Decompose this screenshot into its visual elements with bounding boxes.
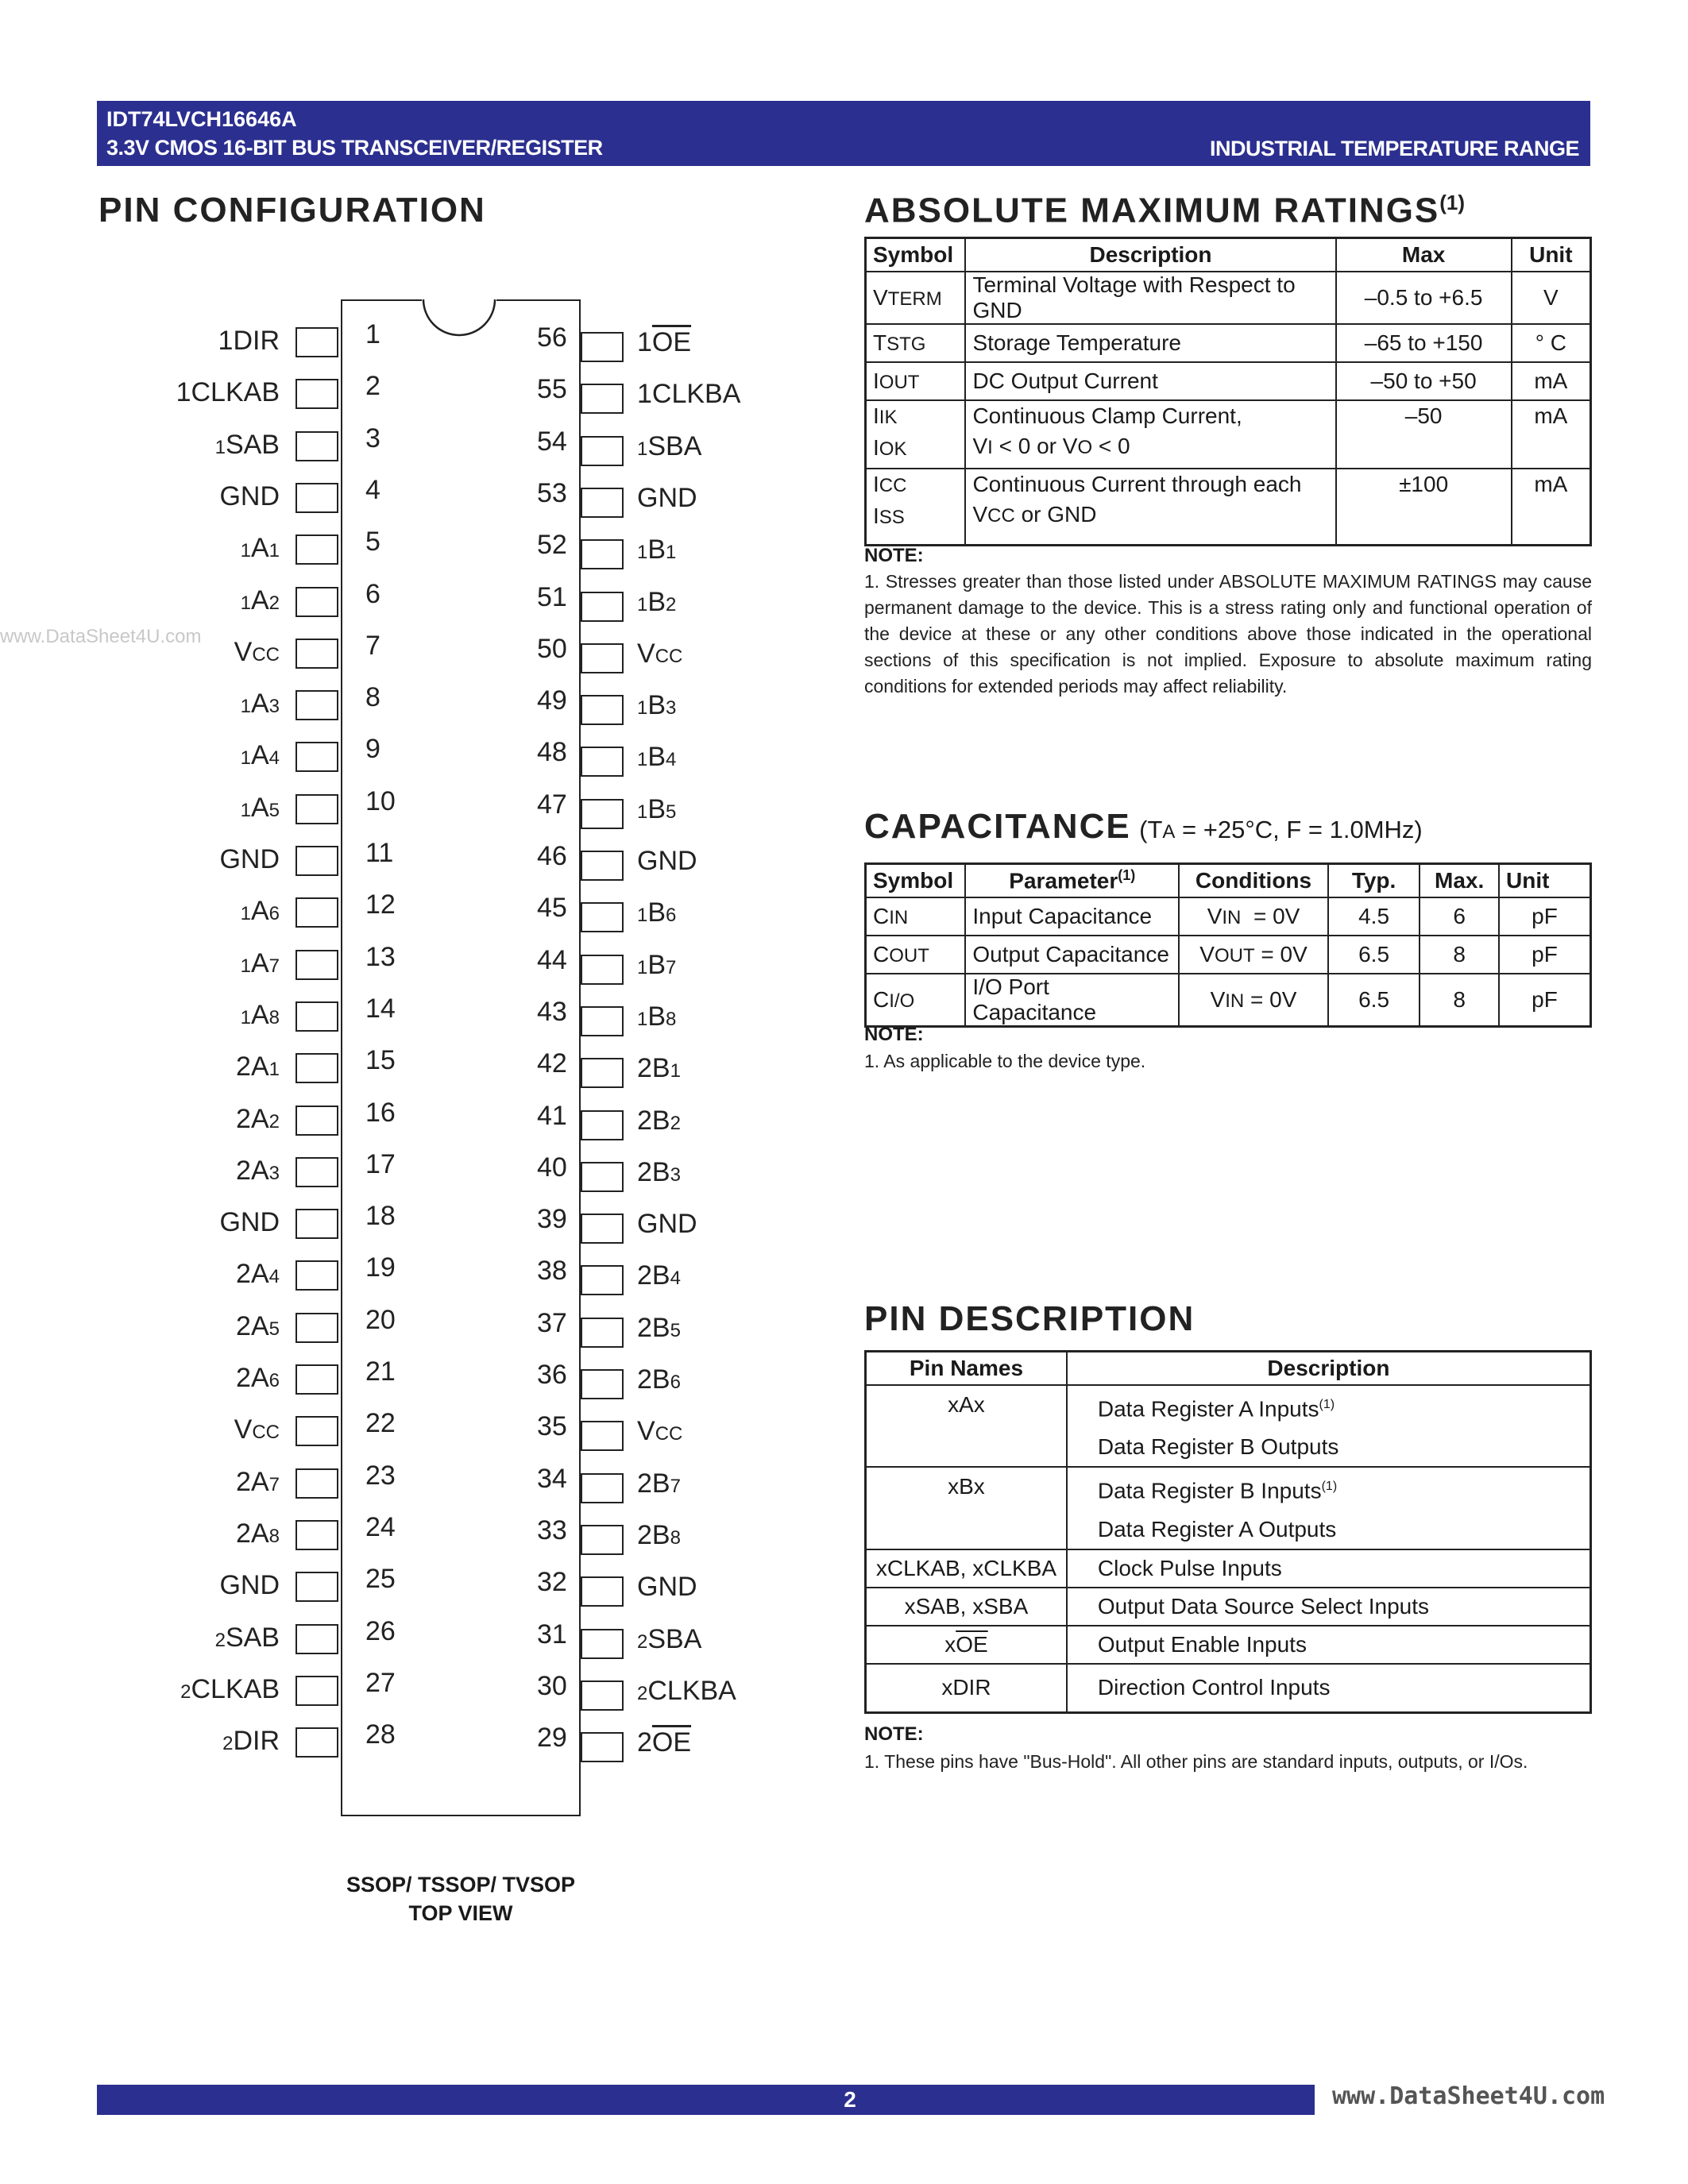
- pin-21-name: 2A6: [236, 1363, 280, 1393]
- pin-10-name: 1A5: [240, 792, 280, 823]
- pin-19-lead: [295, 1260, 338, 1291]
- pin-34-lead: [581, 1473, 624, 1503]
- pin-12-number: 12: [365, 889, 396, 920]
- symbol-cell: IOUT: [866, 362, 966, 400]
- pin-13-lead: [295, 950, 338, 980]
- pin-31-lead: [581, 1629, 624, 1659]
- symbol-cell: CI/O: [866, 974, 966, 1027]
- table-row: [866, 1467, 1591, 1549]
- table-row: [866, 400, 1591, 469]
- pin-46-lead: [581, 851, 624, 881]
- pin-40-name: 2B3: [637, 1156, 681, 1187]
- pin-36-name: 2B6: [637, 1364, 681, 1395]
- pin-28-number: 28: [365, 1719, 396, 1750]
- unit-cell: mA: [1512, 469, 1591, 545]
- max-cell: 6: [1420, 897, 1499, 936]
- pin-45-name: 1B6: [637, 897, 677, 928]
- table-header: Max.: [1420, 864, 1499, 898]
- abs-max-note-label: NOTE:: [864, 545, 924, 566]
- pin-14-number: 14: [365, 993, 396, 1024]
- capacitance-header-row: [866, 864, 1591, 898]
- pin-34-name: 2B7: [637, 1468, 681, 1499]
- table-header: Typ.: [1328, 864, 1420, 898]
- pin-3-lead: [295, 431, 338, 461]
- description-sup: (1): [1319, 1398, 1335, 1411]
- pin-37-lead: [581, 1318, 624, 1348]
- pin-35-number: 35: [537, 1411, 567, 1442]
- abs-max-title-sup: (1): [1439, 191, 1466, 214]
- table-row: [866, 362, 1591, 400]
- pin-42-lead: [581, 1058, 624, 1088]
- table-header: Description: [1067, 1352, 1591, 1386]
- pin-33-lead: [581, 1525, 624, 1555]
- pin-13-number: 13: [365, 941, 396, 972]
- pin-54-name: 1SBA: [637, 430, 702, 461]
- description-line: Data Register A Outputs: [1097, 1516, 1337, 1542]
- abs-max-header-row: [866, 238, 1591, 272]
- document-subtitle: 3.3V CMOS 16-BIT BUS TRANSCEIVER/REGISTER: [106, 136, 603, 160]
- pin-description-title: PIN DESCRIPTION: [864, 1299, 1196, 1338]
- pin-53-lead: [581, 488, 624, 518]
- pin-52-lead: [581, 539, 624, 569]
- pin-25-number: 25: [365, 1564, 396, 1595]
- capacitance-conditions: (TA = +25°C, F = 1.0MHz): [1139, 816, 1423, 843]
- pin-description-note-label: NOTE:: [864, 1723, 924, 1745]
- pin-7-number: 7: [365, 630, 380, 661]
- pin-52-name: 1B1: [637, 534, 677, 565]
- pin-7-lead: [295, 639, 338, 669]
- pin-16-lead: [295, 1106, 338, 1136]
- pin-name-cell: xSAB, xSBA: [866, 1588, 1067, 1626]
- pin-29-name: $2\overline{OE}$: [637, 1727, 692, 1758]
- pin-36-lead: [581, 1369, 624, 1399]
- pin-5-name: 1A1: [240, 533, 280, 564]
- pin-2-name: 1CLKAB: [176, 377, 280, 408]
- symbol-cell: VTERM: [866, 272, 966, 324]
- pin-24-lead: [295, 1520, 338, 1550]
- max-cell: –65 to +150: [1336, 324, 1512, 362]
- description-cell: Output Enable Inputs: [1067, 1626, 1591, 1664]
- pin-56-name: $1\overline{OE}$: [637, 327, 692, 357]
- symbol-cell: ICC ISS: [866, 469, 966, 545]
- pin-26-number: 26: [365, 1615, 396, 1646]
- pin-39-name: GND: [637, 1209, 697, 1240]
- pin-30-lead: [581, 1680, 624, 1711]
- pin-28-lead: [295, 1727, 338, 1758]
- pin-51-lead: [581, 592, 624, 622]
- pin-48-lead: [581, 747, 624, 777]
- pin-55-name: 1CLKBA: [637, 379, 741, 410]
- footer-logo: [1315, 2074, 1605, 2119]
- pin-43-name: 1B8: [637, 1001, 677, 1032]
- table-row: [866, 1588, 1591, 1626]
- table-header-text: Parameter: [1009, 868, 1118, 893]
- pin-41-number: 41: [537, 1100, 567, 1131]
- description-cell: Direction Control Inputs: [1067, 1664, 1591, 1713]
- pin-43-number: 43: [537, 996, 567, 1027]
- max-cell: ±100: [1336, 469, 1512, 545]
- abs-max-note: 1. Stresses greater than those listed under ABSOLUTE MAXIMUM RATINGS may cause permanent damage to the device. This is a stress rating only and functional operation of the device at these or any other conditions above those indicated in the operational sections of this specification is not implied. Exposure to absolute maximum rating conditions for extended periods may affect reliability.: [864, 571, 1592, 696]
- pin-42-name: 2B1: [637, 1053, 681, 1084]
- capacitance-note: 1. As applicable to the device type.: [864, 1051, 1146, 1071]
- pin-47-name: 1B5: [637, 793, 677, 824]
- pin-47-number: 47: [537, 789, 567, 820]
- pin-29-lead: [581, 1732, 624, 1762]
- pin-35-name: VCC: [637, 1416, 683, 1447]
- table-row: [866, 936, 1591, 974]
- pin-37-number: 37: [537, 1307, 567, 1338]
- pin-25-name: GND: [219, 1570, 280, 1601]
- pin-47-lead: [581, 799, 624, 829]
- pin-31-number: 31: [537, 1619, 567, 1650]
- pin-18-lead: [295, 1209, 338, 1239]
- pin-1-name: 1DIR: [218, 326, 280, 356]
- header-bar: [97, 101, 1590, 166]
- description-line: VCC or GND: [972, 502, 1097, 527]
- pin-45-number: 45: [537, 893, 567, 924]
- pin-13-name: 1A7: [240, 947, 280, 978]
- pin-17-number: 17: [365, 1148, 396, 1179]
- pin-41-name: 2B2: [637, 1105, 681, 1136]
- pin-19-number: 19: [365, 1252, 396, 1283]
- pin-name-cell: $x\overline{OE}$: [866, 1626, 1067, 1664]
- parameter-cell: Input Capacitance: [965, 897, 1179, 936]
- pin-40-lead: [581, 1162, 624, 1192]
- typ-cell: 6.5: [1328, 974, 1420, 1027]
- pin-12-name: 1A6: [240, 896, 280, 927]
- pin-4-lead: [295, 483, 338, 513]
- table-header: Symbol: [866, 238, 966, 272]
- pin-15-number: 15: [365, 1045, 396, 1076]
- table-row: [866, 1549, 1591, 1588]
- pin-50-number: 50: [537, 633, 567, 664]
- pin-56-number: 56: [537, 322, 567, 353]
- description-line: VI < 0 or VO < 0: [972, 434, 1130, 458]
- temperature-range: INDUSTRIAL TEMPERATURE RANGE: [1209, 137, 1579, 160]
- package-types: SSOP/ TSSOP/ TVSOP: [346, 1873, 576, 1897]
- pin-10-number: 10: [365, 785, 396, 816]
- pin-18-name: GND: [219, 1207, 280, 1238]
- pin-20-lead: [295, 1313, 338, 1343]
- pin-21-lead: [295, 1364, 338, 1395]
- pin-56-lead: [581, 332, 624, 362]
- pin-3-name: 1SAB: [214, 429, 280, 460]
- pin-38-lead: [581, 1265, 624, 1295]
- pin-name-cell: xCLKAB, xCLKBA: [866, 1549, 1067, 1588]
- pin-33-name: 2B8: [637, 1519, 681, 1550]
- max-cell: 8: [1420, 974, 1499, 1027]
- pin-37-name: 2B5: [637, 1312, 681, 1343]
- description-sup: (1): [1321, 1480, 1338, 1494]
- table-header: Pin Names: [866, 1352, 1067, 1386]
- pin-38-name: 2B4: [637, 1260, 681, 1291]
- symbol-cell: CIN: [866, 897, 966, 936]
- pin-config-title: PIN CONFIGURATION: [98, 191, 486, 230]
- pin-50-lead: [581, 643, 624, 673]
- description-cell: Output Data Source Select Inputs: [1067, 1588, 1591, 1626]
- table-row: [866, 1664, 1591, 1713]
- table-header: Unit: [1499, 864, 1590, 898]
- unit-cell: pF: [1499, 974, 1590, 1027]
- pin-description-header-row: [866, 1352, 1591, 1386]
- pin-16-name: 2A2: [236, 1103, 280, 1134]
- pin-28-name: 2DIR: [222, 1726, 280, 1757]
- unit-cell: mA: [1512, 362, 1591, 400]
- conditions-cell: VIN = 0V: [1179, 897, 1328, 936]
- symbol-cell: TSTG: [866, 324, 966, 362]
- symbol-cell: IIK IOK: [866, 400, 966, 469]
- pin-33-number: 33: [537, 1515, 567, 1545]
- pin-9-name: 1A4: [240, 740, 280, 771]
- pin-29-number: 29: [537, 1723, 567, 1754]
- max-cell: –50: [1336, 400, 1512, 469]
- pin-51-number: 51: [537, 581, 567, 612]
- pin-description-note: 1. These pins have "Bus-Hold". All other pins are standard inputs, outputs, or I/Os.: [864, 1751, 1528, 1772]
- description-cell: [1067, 1385, 1591, 1467]
- pin-48-name: 1B4: [637, 742, 677, 773]
- description-line: Data Register B Inputs: [1097, 1478, 1322, 1503]
- abs-max-title: [864, 191, 1465, 231]
- package-caption: [262, 1870, 659, 1927]
- pin-24-number: 24: [365, 1511, 396, 1542]
- unit-cell: pF: [1499, 936, 1590, 974]
- pin-19-name: 2A4: [236, 1259, 280, 1290]
- pin-4-number: 4: [365, 474, 380, 505]
- pin-16-number: 16: [365, 1097, 396, 1128]
- pin-21-number: 21: [365, 1356, 396, 1387]
- description-cell: [965, 400, 1335, 469]
- pin-18-number: 18: [365, 1201, 396, 1232]
- description-line: Continuous Current through each: [972, 472, 1302, 496]
- max-cell: –50 to +50: [1336, 362, 1512, 400]
- description-line: Data Register B Outputs: [1097, 1434, 1339, 1460]
- pin-49-name: 1B3: [637, 690, 677, 721]
- table-header-sup: (1): [1118, 867, 1136, 884]
- pin-8-name: 1A3: [240, 689, 280, 720]
- parameter-cell: Output Capacitance: [965, 936, 1179, 974]
- pin-7-name: VCC: [234, 636, 280, 667]
- pin-6-number: 6: [365, 578, 380, 609]
- pin-49-number: 49: [537, 685, 567, 716]
- table-row: [866, 974, 1591, 1027]
- pin-15-name: 2A1: [236, 1051, 280, 1082]
- pin-23-number: 23: [365, 1460, 396, 1491]
- pin-name-cell: xDIR: [866, 1664, 1067, 1713]
- pin-49-lead: [581, 695, 624, 725]
- pin-2-number: 2: [365, 371, 380, 402]
- pin-55-number: 55: [537, 374, 567, 405]
- pin-35-lead: [581, 1421, 624, 1451]
- pin-55-lead: [581, 384, 624, 414]
- pin-42-number: 42: [537, 1048, 567, 1079]
- table-row: [866, 272, 1591, 324]
- pin-46-number: 46: [537, 841, 567, 871]
- conditions-cell: VIN = 0V: [1179, 974, 1328, 1027]
- pin-48-number: 48: [537, 737, 567, 768]
- pin-11-number: 11: [365, 838, 394, 868]
- table-header: Max: [1336, 238, 1512, 272]
- pin-name-cell: xBx: [866, 1467, 1067, 1549]
- pin-36-number: 36: [537, 1360, 567, 1390]
- abs-max-title-text: ABSOLUTE MAXIMUM RATINGS: [864, 191, 1440, 230]
- description-cell: Clock Pulse Inputs: [1067, 1549, 1591, 1588]
- pin-44-number: 44: [537, 944, 567, 975]
- pin-14-name: 1A8: [240, 999, 280, 1030]
- conditions-cell: VOUT = 0V: [1179, 936, 1328, 974]
- pin-44-name: 1B7: [637, 949, 677, 980]
- capacitance-note-label: NOTE:: [864, 1024, 924, 1045]
- watermark: www.DataSheet4U.com: [0, 626, 202, 647]
- pin-6-lead: [295, 587, 338, 617]
- pin-30-name: 2CLKBA: [637, 1675, 736, 1706]
- description-line: Data Register A Inputs: [1097, 1396, 1319, 1422]
- pin-43-lead: [581, 1006, 624, 1036]
- pin-9-lead: [295, 742, 338, 772]
- max-cell: 8: [1420, 936, 1499, 974]
- typ-cell: 4.5: [1328, 897, 1420, 936]
- pin-23-lead: [295, 1468, 338, 1499]
- capacitance-table: [864, 862, 1592, 1028]
- pin-32-number: 32: [537, 1567, 567, 1598]
- pin-46-name: GND: [637, 846, 697, 876]
- table-header: Conditions: [1179, 864, 1328, 898]
- pin-45-lead: [581, 902, 624, 932]
- pin-17-name: 2A3: [236, 1155, 280, 1186]
- pin-22-name: VCC: [234, 1414, 280, 1445]
- abs-max-table: [864, 237, 1592, 546]
- unit-cell: ° C: [1512, 324, 1591, 362]
- pin-6-name: 1A2: [240, 585, 280, 615]
- table-header: Description: [965, 238, 1335, 272]
- pin-52-number: 52: [537, 530, 567, 561]
- pin-4-name: GND: [219, 480, 280, 511]
- pin-3-number: 3: [365, 423, 380, 453]
- pin-50-name: VCC: [637, 638, 683, 669]
- pin-31-name: 2SBA: [637, 1623, 702, 1654]
- pin-15-lead: [295, 1053, 338, 1083]
- pin-27-name: 2CLKAB: [180, 1673, 280, 1704]
- pin-32-lead: [581, 1576, 624, 1607]
- unit-cell: V: [1512, 272, 1591, 324]
- capacitance-heading: [864, 807, 1423, 847]
- pin-22-number: 22: [365, 1408, 396, 1439]
- capacitance-title: CAPACITANCE: [864, 807, 1131, 846]
- pin-54-number: 54: [537, 426, 567, 457]
- pin-5-lead: [295, 534, 338, 565]
- chip-notch: [422, 297, 496, 337]
- pin-12-lead: [295, 897, 338, 928]
- pin-24-name: 2A8: [236, 1518, 280, 1549]
- parameter-cell: I/O Port Capacitance: [965, 974, 1179, 1027]
- pin-11-lead: [295, 846, 338, 876]
- pin-53-number: 53: [537, 477, 567, 508]
- pin-10-lead: [295, 794, 338, 824]
- pin-22-lead: [295, 1416, 338, 1446]
- pin-27-number: 27: [365, 1667, 396, 1698]
- footer-logo-text: www.DataSheet4U.com: [1332, 2082, 1605, 2110]
- description-cell: [1067, 1467, 1591, 1549]
- pin-39-lead: [581, 1214, 624, 1244]
- table-row: [866, 469, 1591, 545]
- page-number: 2: [844, 2087, 856, 2112]
- table-row: [866, 1626, 1591, 1664]
- pin-32-name: GND: [637, 1572, 697, 1603]
- table-row: [866, 1385, 1591, 1467]
- part-number: IDT74LVCH16646A: [106, 107, 297, 131]
- description-cell: Storage Temperature: [965, 324, 1335, 362]
- pin-44-lead: [581, 955, 624, 985]
- pin-20-name: 2A5: [236, 1310, 280, 1341]
- table-header: [965, 864, 1179, 898]
- pin-20-number: 20: [365, 1304, 396, 1335]
- pin-8-lead: [295, 690, 338, 720]
- table-header: Symbol: [866, 864, 966, 898]
- pin-17-lead: [295, 1157, 338, 1187]
- pin-27-lead: [295, 1676, 338, 1706]
- max-cell: –0.5 to +6.5: [1336, 272, 1512, 324]
- pin-name-cell: xAx: [866, 1385, 1067, 1467]
- table-header: Unit: [1512, 238, 1591, 272]
- description-line: Continuous Clamp Current,: [972, 403, 1242, 428]
- description-cell: DC Output Current: [965, 362, 1335, 400]
- pin-14-lead: [295, 1001, 338, 1032]
- pin-53-name: GND: [637, 482, 697, 513]
- description-cell: [965, 469, 1335, 545]
- pin-26-lead: [295, 1624, 338, 1654]
- pin-1-number: 1: [365, 319, 380, 349]
- description-cell: Terminal Voltage with Respect to GND: [965, 272, 1335, 324]
- symbol-cell: COUT: [866, 936, 966, 974]
- pin-8-number: 8: [365, 682, 380, 713]
- pin-23-name: 2A7: [236, 1466, 280, 1497]
- pin-30-number: 30: [537, 1670, 567, 1701]
- pin-5-number: 5: [365, 527, 380, 558]
- table-row: [866, 897, 1591, 936]
- pin-51-name: 1B2: [637, 586, 677, 617]
- pin-1-lead: [295, 327, 338, 357]
- pin-2-lead: [295, 379, 338, 409]
- table-row: [866, 324, 1591, 362]
- pin-41-lead: [581, 1110, 624, 1140]
- pin-9-number: 9: [365, 734, 380, 765]
- pin-25-lead: [295, 1572, 338, 1602]
- pin-38-number: 38: [537, 1256, 567, 1287]
- unit-cell: mA: [1512, 400, 1591, 469]
- unit-cell: pF: [1499, 897, 1590, 936]
- pin-34-number: 34: [537, 1463, 567, 1494]
- pin-39-number: 39: [537, 1204, 567, 1235]
- typ-cell: 6.5: [1328, 936, 1420, 974]
- pin-40-number: 40: [537, 1152, 567, 1183]
- pin-54-lead: [581, 436, 624, 466]
- pin-26-name: 2SAB: [214, 1622, 280, 1653]
- pin-description-table: [864, 1350, 1592, 1714]
- pin-11-name: GND: [219, 844, 280, 874]
- view-label: TOP VIEW: [408, 1901, 513, 1925]
